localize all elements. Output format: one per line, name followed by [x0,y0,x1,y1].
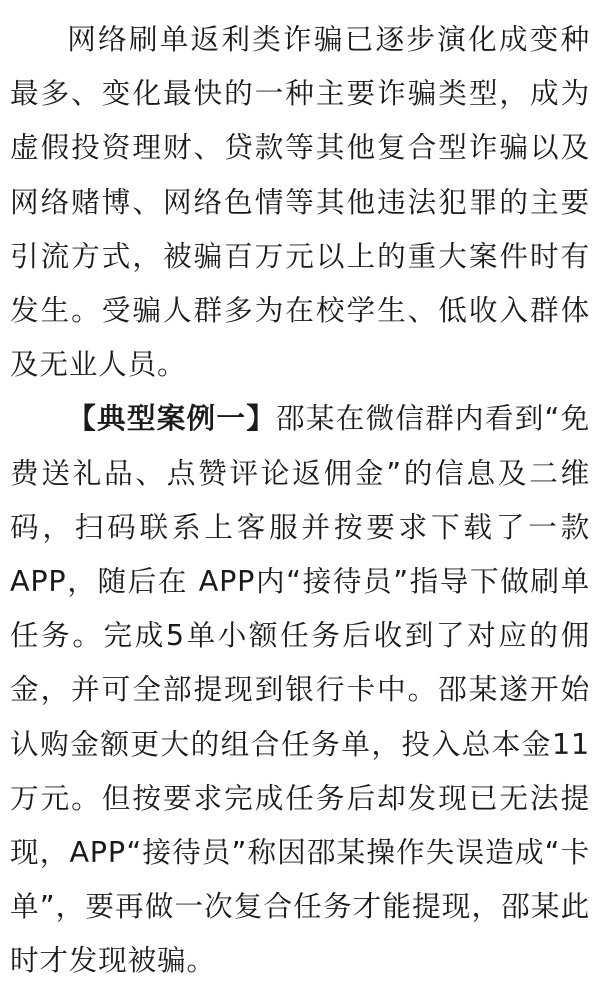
intro-paragraph-text: 网络刷单返利类诈骗已逐步演化成变种最多、变化最快的一种主要诈骗类型，成为虚假投资理财、贷款等其他复合型诈骗以及网络赌博、网络色情等其他违法犯罪的主要引流方式，被骗百万元以上的重大案件时有发生。受骗人群多为在校学生、低收入群体及无业人员。 [10,22,590,382]
case-one-label: 【典型案例一】 [67,401,277,436]
case-one-text: 邵某在微信群内看到“免费送礼品、点赞评论返佣金”的信息及二维码，扫码联系上客服并按要求下载了一款APP，随后在 APP内“接待员”指导下做刷单任务。完成5单小额任务后收到了对应的佣金，并可全部提现到银行卡中。邵某遂开始认购金额更大的组合任务单，投入总本金11万元。但按要求完成任务后却发现已无法提现，APP“接待员”称因邵某操作失误造成“卡单”，要再做一次复合任务才能提现，邵某此时才发现被骗。 [10,401,590,978]
case-one-paragraph [10,391,590,987]
intro-paragraph [10,12,590,391]
article-body [10,12,590,988]
